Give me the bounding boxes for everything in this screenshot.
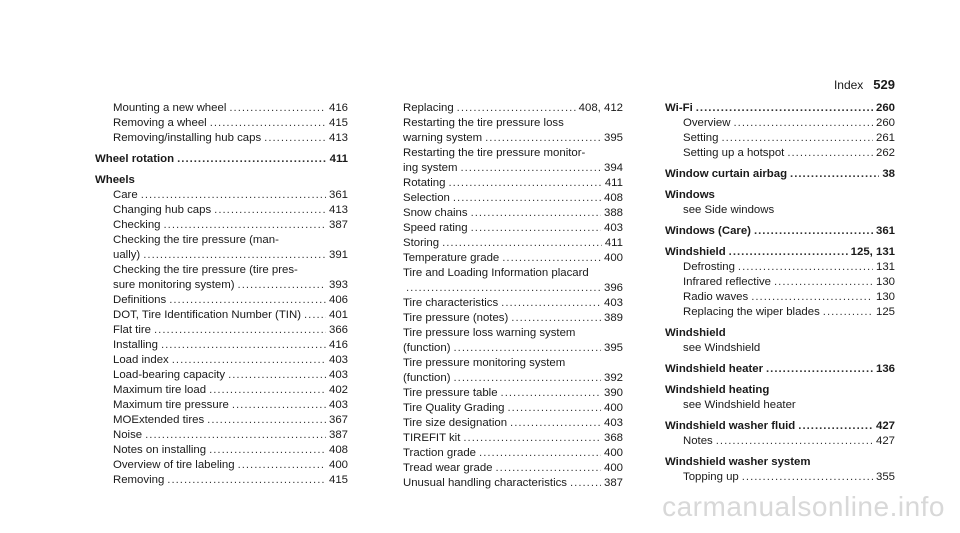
entry-term: Storing bbox=[403, 237, 440, 249]
entry-page-ref[interactable]: 396 bbox=[603, 282, 623, 294]
dot-leader bbox=[766, 362, 873, 377]
dot-leader bbox=[228, 368, 326, 383]
entry-term bbox=[385, 281, 403, 296]
entry-page-ref[interactable]: 416 bbox=[328, 102, 348, 114]
index-entry bbox=[385, 191, 623, 206]
dot-leader bbox=[742, 470, 873, 485]
dot-leader bbox=[304, 308, 326, 323]
entry-page-ref[interactable]: 361 bbox=[875, 225, 895, 237]
entry-page-ref[interactable]: 130 bbox=[875, 276, 895, 288]
index-heading: Windshield bbox=[665, 327, 726, 339]
entry-term: ing system bbox=[403, 162, 458, 174]
entry-page-ref[interactable]: 427 bbox=[875, 435, 895, 447]
dot-leader bbox=[721, 131, 873, 146]
dot-leader bbox=[207, 413, 326, 428]
dot-leader bbox=[754, 224, 873, 239]
entry-page-ref[interactable]: 388 bbox=[603, 207, 623, 219]
index-entry bbox=[95, 443, 348, 458]
watermark: carmanualsonline.info bbox=[662, 491, 945, 522]
index-entry bbox=[385, 251, 623, 266]
index-entry bbox=[665, 131, 895, 146]
entry-term: Removing a wheel bbox=[113, 117, 207, 129]
dot-leader bbox=[145, 428, 326, 443]
entry-term: ually) bbox=[113, 249, 141, 261]
index-column-3 bbox=[665, 101, 895, 485]
entry-term: Tire Quality Grading bbox=[403, 402, 505, 414]
dot-leader bbox=[453, 191, 601, 206]
entry-term: Care bbox=[113, 189, 138, 201]
dot-leader bbox=[154, 323, 326, 338]
entry-page-ref[interactable]: 403 bbox=[328, 399, 348, 411]
index-entry bbox=[95, 116, 348, 131]
index-entry: see Side windows bbox=[683, 204, 775, 216]
entry-page-ref[interactable]: 392 bbox=[603, 372, 623, 384]
dot-leader bbox=[729, 245, 848, 260]
entry-page-ref[interactable]: 427 bbox=[875, 420, 895, 432]
index-entry: Tire and Loading Information placard bbox=[403, 267, 589, 279]
entry-page-ref[interactable]: 136 bbox=[875, 363, 895, 375]
index-entry bbox=[95, 338, 348, 353]
index-entry bbox=[385, 446, 623, 461]
index-entry bbox=[665, 146, 895, 161]
entry-term: warning system bbox=[403, 132, 483, 144]
entry-page-ref[interactable]: 368 bbox=[603, 432, 623, 444]
entry-page-ref[interactable]: 403 bbox=[328, 369, 348, 381]
entry-page-ref[interactable]: 367 bbox=[328, 414, 348, 426]
index-entry bbox=[95, 323, 348, 338]
dot-leader bbox=[214, 203, 326, 218]
index-entry: see Windshield heater bbox=[683, 399, 796, 411]
entry-page-ref[interactable]: 400 bbox=[603, 462, 623, 474]
entry-term: Tire pressure (notes) bbox=[403, 312, 509, 324]
index-heading bbox=[665, 419, 895, 434]
entry-term: Notes bbox=[683, 435, 713, 447]
entry-page-ref[interactable]: 262 bbox=[875, 147, 895, 159]
entry-page-ref[interactable]: 406 bbox=[328, 294, 348, 306]
index-entry bbox=[95, 203, 348, 218]
entry-term: MOExtended tires bbox=[113, 414, 205, 426]
index-entry bbox=[95, 188, 348, 203]
entry-term: Notes on installing bbox=[113, 444, 207, 456]
entry-page-ref[interactable]: 413 bbox=[328, 132, 348, 144]
entry-term: Wheel rotation bbox=[95, 153, 175, 165]
entry-page-ref[interactable]: 403 bbox=[603, 297, 623, 309]
index-column-2 bbox=[385, 101, 623, 491]
index-entry bbox=[665, 470, 895, 485]
entry-term: Tire pressure table bbox=[403, 387, 498, 399]
entry-term: Maximum tire load bbox=[113, 384, 207, 396]
dot-leader bbox=[501, 296, 601, 311]
index-entry bbox=[385, 341, 623, 356]
entry-page-ref[interactable]: 415 bbox=[328, 474, 348, 486]
index-entry bbox=[385, 206, 623, 221]
entry-page-ref[interactable]: 387 bbox=[328, 219, 348, 231]
index-entry bbox=[385, 176, 623, 191]
index-entry: see Windshield bbox=[683, 342, 761, 354]
entry-term: Windshield bbox=[665, 246, 726, 258]
entry-page-ref[interactable]: 413 bbox=[328, 204, 348, 216]
index-entry bbox=[95, 218, 348, 233]
dot-leader bbox=[471, 221, 601, 236]
dot-leader bbox=[511, 311, 601, 326]
entry-term: Defrosting bbox=[683, 261, 735, 273]
entry-term: Tire characteristics bbox=[403, 297, 499, 309]
dot-leader bbox=[209, 443, 326, 458]
entry-term: Maximum tire pressure bbox=[113, 399, 229, 411]
entry-term: Windshield heater bbox=[665, 363, 763, 375]
dot-leader bbox=[453, 341, 601, 356]
dot-leader bbox=[172, 353, 326, 368]
index-entry bbox=[95, 353, 348, 368]
entry-page-ref[interactable]: 391 bbox=[328, 249, 348, 261]
entry-term: (function) bbox=[403, 342, 451, 354]
index-entry: Restarting the tire pressure monitor- bbox=[403, 147, 586, 159]
dot-leader bbox=[790, 167, 879, 182]
entry-term: Noise bbox=[113, 429, 143, 441]
index-entry: Checking the tire pressure (tire pres- bbox=[113, 264, 298, 276]
entry-term: Setting bbox=[683, 132, 719, 144]
index-entry bbox=[665, 116, 895, 131]
dot-leader bbox=[823, 305, 873, 320]
dot-leader bbox=[502, 251, 601, 266]
entry-term: Mounting a new wheel bbox=[113, 102, 227, 114]
entry-page-ref[interactable]: 400 bbox=[603, 402, 623, 414]
entry-page-ref[interactable]: 403 bbox=[603, 417, 623, 429]
dot-leader bbox=[510, 416, 601, 431]
entry-term: Tire size designation bbox=[403, 417, 508, 429]
dot-leader bbox=[169, 293, 326, 308]
index-entry bbox=[385, 371, 623, 386]
entry-term: Rotating bbox=[403, 177, 446, 189]
index-entry bbox=[95, 248, 348, 263]
index-entry bbox=[665, 305, 895, 320]
dot-leader bbox=[733, 116, 873, 131]
index-heading: Windows bbox=[665, 189, 715, 201]
index-entry bbox=[95, 131, 348, 146]
entry-page-ref[interactable]: 131 bbox=[875, 261, 895, 273]
index-entry: Tire pressure monitoring system bbox=[403, 357, 566, 369]
entry-term: Load-bearing capacity bbox=[113, 369, 226, 381]
entry-page-ref[interactable]: 411 bbox=[604, 237, 623, 249]
index-entry: Tire pressure loss warning system bbox=[403, 327, 576, 339]
index-entry bbox=[385, 311, 623, 326]
dot-leader bbox=[485, 131, 601, 146]
entry-page-ref[interactable]: 395 bbox=[603, 132, 623, 144]
index-entry bbox=[385, 296, 623, 311]
dot-leader bbox=[471, 206, 601, 221]
index-entry bbox=[385, 461, 623, 476]
entry-term: Radio waves bbox=[683, 291, 749, 303]
index-entry bbox=[385, 416, 623, 431]
dot-leader bbox=[141, 188, 326, 203]
dot-leader bbox=[164, 218, 326, 233]
entry-term: Selection bbox=[403, 192, 450, 204]
dot-leader bbox=[143, 248, 326, 263]
dot-leader bbox=[716, 434, 873, 449]
entry-page-ref[interactable]: 416 bbox=[328, 339, 348, 351]
entry-page-ref[interactable]: 387 bbox=[603, 477, 623, 489]
index-entry bbox=[385, 131, 623, 146]
entry-page-ref[interactable]: 408 bbox=[328, 444, 348, 456]
dot-leader bbox=[570, 476, 601, 491]
index-entry bbox=[385, 476, 623, 491]
entry-term: DOT, Tire Identification Number (TIN) bbox=[113, 309, 301, 321]
entry-page-ref[interactable]: 389 bbox=[603, 312, 623, 324]
entry-page-ref[interactable]: 400 bbox=[603, 447, 623, 459]
dot-leader bbox=[167, 473, 326, 488]
index-entry bbox=[385, 161, 623, 176]
entry-page-ref[interactable]: 411 bbox=[604, 177, 623, 189]
index-entry bbox=[95, 413, 348, 428]
section-label: Index bbox=[833, 78, 864, 92]
index-heading bbox=[665, 245, 895, 260]
entry-term: sure monitoring system) bbox=[113, 279, 235, 291]
entry-term: Window curtain airbag bbox=[665, 168, 788, 180]
index-entry bbox=[385, 236, 623, 251]
entry-term: TIREFIT kit bbox=[403, 432, 461, 444]
index-heading bbox=[665, 101, 895, 116]
index-heading: Windshield washer system bbox=[665, 456, 811, 468]
entry-term: Load index bbox=[113, 354, 169, 366]
dot-leader bbox=[238, 458, 326, 473]
entry-term: Checking bbox=[113, 219, 161, 231]
dot-leader bbox=[495, 461, 601, 476]
entry-page-ref[interactable]: 387 bbox=[328, 429, 348, 441]
dot-leader bbox=[501, 386, 601, 401]
entry-page-ref[interactable]: 366 bbox=[328, 324, 348, 336]
entry-term: Removing bbox=[113, 474, 165, 486]
index-entry bbox=[95, 308, 348, 323]
index-entry: Checking the tire pressure (man- bbox=[113, 234, 279, 246]
entry-term: Traction grade bbox=[403, 447, 477, 459]
dot-leader bbox=[232, 398, 326, 413]
entry-term: Windshield washer fluid bbox=[665, 420, 796, 432]
entry-term: Infrared reflective bbox=[683, 276, 771, 288]
dot-leader bbox=[738, 260, 873, 275]
dot-leader bbox=[209, 383, 326, 398]
index-heading bbox=[665, 224, 895, 239]
dot-leader bbox=[406, 281, 601, 296]
dot-leader bbox=[210, 116, 326, 131]
dot-leader bbox=[463, 431, 601, 446]
index-entry bbox=[95, 398, 348, 413]
index-heading: Wheels bbox=[95, 174, 135, 186]
entry-term: Definitions bbox=[113, 294, 167, 306]
entry-term: Overview of tire labeling bbox=[113, 459, 235, 471]
entry-page-ref[interactable]: 130 bbox=[875, 291, 895, 303]
entry-term: Overview bbox=[683, 117, 731, 129]
index-entry bbox=[95, 428, 348, 443]
dot-leader bbox=[479, 446, 601, 461]
index-entry bbox=[95, 368, 348, 383]
entry-term: Installing bbox=[113, 339, 158, 351]
index-entry bbox=[385, 431, 623, 446]
entry-page-ref[interactable]: 400 bbox=[603, 252, 623, 264]
entry-page-ref[interactable]: 125, 131 bbox=[850, 246, 895, 258]
index-entry bbox=[665, 260, 895, 275]
entry-page-ref[interactable]: 411 bbox=[329, 153, 348, 165]
entry-page-ref[interactable]: 403 bbox=[603, 222, 623, 234]
index-entry bbox=[385, 101, 623, 116]
dot-leader bbox=[264, 131, 326, 146]
index-entry: Restarting the tire pressure loss bbox=[403, 117, 564, 129]
entry-term: Unusual handling characteristics bbox=[403, 477, 567, 489]
dot-leader bbox=[177, 152, 327, 167]
entry-term: Topping up bbox=[683, 471, 739, 483]
entry-term: Speed rating bbox=[403, 222, 468, 234]
index-entry bbox=[665, 275, 895, 290]
dot-leader bbox=[161, 338, 326, 353]
dot-leader bbox=[457, 101, 576, 116]
entry-term: Replacing the wiper blades bbox=[683, 306, 820, 318]
entry-page-ref[interactable]: 395 bbox=[603, 342, 623, 354]
index-entry bbox=[95, 293, 348, 308]
entry-term: Snow chains bbox=[403, 207, 468, 219]
index-heading bbox=[95, 152, 348, 167]
entry-page-ref[interactable]: 401 bbox=[328, 309, 348, 321]
page-number: 529 bbox=[873, 77, 895, 92]
entry-page-ref[interactable]: 402 bbox=[328, 384, 348, 396]
entry-page-ref[interactable]: 260 bbox=[875, 102, 895, 114]
index-entry bbox=[95, 101, 348, 116]
index-entry bbox=[385, 386, 623, 401]
index-entry bbox=[95, 473, 348, 488]
dot-leader bbox=[508, 401, 601, 416]
index-entry bbox=[95, 458, 348, 473]
index-heading bbox=[665, 167, 895, 182]
index-entry bbox=[385, 221, 623, 236]
entry-term: Tread wear grade bbox=[403, 462, 493, 474]
dot-leader bbox=[453, 371, 601, 386]
entry-term: Removing/installing hub caps bbox=[113, 132, 262, 144]
entry-term: (function) bbox=[403, 372, 451, 384]
entry-page-ref[interactable]: 260 bbox=[875, 117, 895, 129]
dot-leader bbox=[696, 101, 873, 116]
entry-page-ref[interactable]: 408, 412 bbox=[578, 102, 623, 114]
entry-page-ref[interactable]: 394 bbox=[603, 162, 623, 174]
index-entry bbox=[385, 281, 623, 296]
dot-leader bbox=[787, 146, 873, 161]
entry-page-ref[interactable]: 400 bbox=[328, 459, 348, 471]
entry-term: Changing hub caps bbox=[113, 204, 212, 216]
index-entry bbox=[665, 290, 895, 305]
entry-term: Setting up a hotspot bbox=[683, 147, 785, 159]
entry-term: Replacing bbox=[403, 102, 454, 114]
entry-term: Temperature grade bbox=[403, 252, 500, 264]
entry-page-ref[interactable]: 38 bbox=[882, 168, 895, 180]
entry-page-ref[interactable]: 415 bbox=[328, 117, 348, 129]
entry-page-ref[interactable]: 355 bbox=[875, 471, 895, 483]
entry-page-ref[interactable]: 408 bbox=[603, 192, 623, 204]
entry-term: Wi-Fi bbox=[665, 102, 693, 114]
dot-leader bbox=[460, 161, 601, 176]
entry-page-ref[interactable]: 361 bbox=[328, 189, 348, 201]
entry-page-ref[interactable]: 125 bbox=[875, 306, 895, 318]
dot-leader bbox=[238, 278, 326, 293]
entry-page-ref[interactable]: 261 bbox=[875, 132, 895, 144]
dot-leader bbox=[229, 101, 326, 116]
index-entry bbox=[665, 434, 895, 449]
index-entry bbox=[95, 383, 348, 398]
dot-leader bbox=[798, 419, 873, 434]
entry-page-ref[interactable]: 390 bbox=[603, 387, 623, 399]
dot-leader bbox=[442, 236, 602, 251]
entry-page-ref[interactable]: 403 bbox=[328, 354, 348, 366]
entry-term: Windows (Care) bbox=[665, 225, 751, 237]
dot-leader bbox=[448, 176, 601, 191]
dot-leader bbox=[751, 290, 873, 305]
dot-leader bbox=[774, 275, 873, 290]
index-heading: Windshield heating bbox=[665, 384, 770, 396]
index-entry bbox=[95, 278, 348, 293]
index-heading bbox=[665, 362, 895, 377]
index-column-1 bbox=[95, 101, 348, 488]
entry-term: Flat tire bbox=[113, 324, 151, 336]
entry-page-ref[interactable]: 393 bbox=[328, 279, 348, 291]
page-header bbox=[834, 77, 895, 92]
index-entry bbox=[385, 401, 623, 416]
